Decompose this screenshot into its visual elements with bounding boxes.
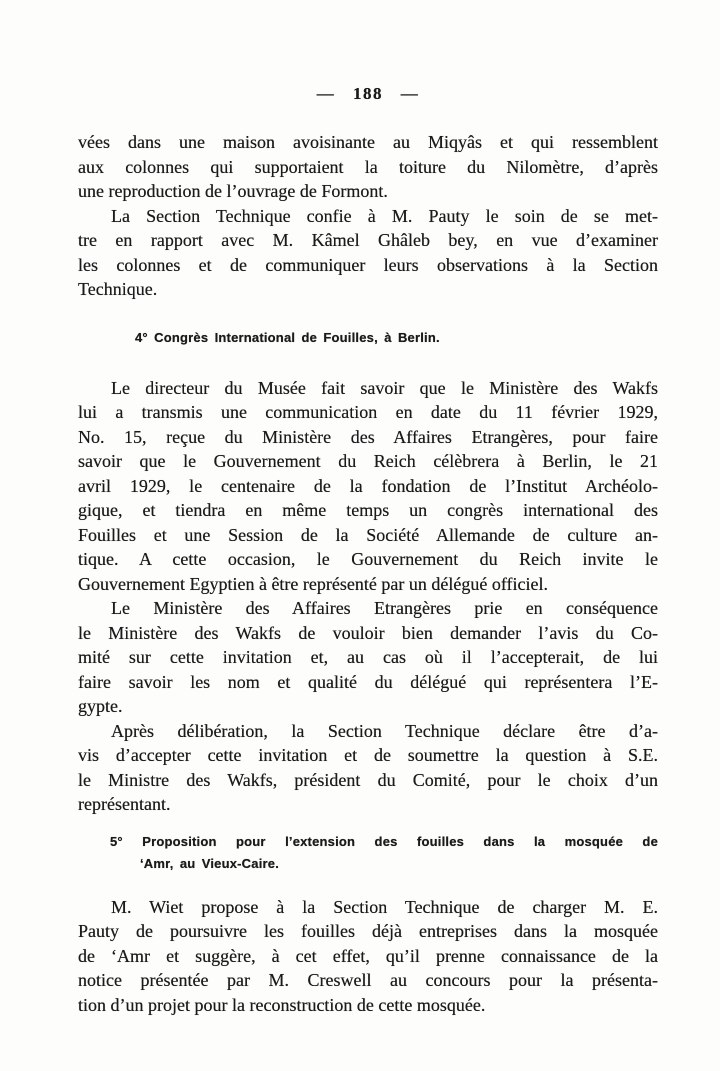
text-line: vées dans une maison avoisinante au Miqyâs et qui ressemblent — [78, 132, 658, 152]
text-line: tion d’un projet pour la reconstruction de cette mosquée. — [78, 994, 486, 1015]
text-line: représentant. — [78, 794, 171, 814]
text-line: Fouilles et une Session de la Société Allemande de culture an- — [78, 524, 658, 545]
text-line: le Ministre des Wakfs, président du Comité, pour le choix d’un — [78, 769, 658, 790]
text-line: No. 15, reçue du Ministère des Affaires Etrangères, pour faire — [78, 426, 658, 447]
text-line: le Ministère des Wakfs de vouloir bien demander l’avis du Co- — [78, 622, 658, 643]
text-line: M. Wiet propose à la Section Technique de charger M. E. — [111, 896, 658, 917]
paragraph — [78, 895, 658, 1018]
text-line: mité sur cette invitation et, au cas où il l’accepterait, de lui — [78, 647, 658, 667]
text-line: Le Ministère des Affaires Etrangères prie en conséquence — [111, 598, 658, 618]
section-heading-4 — [78, 327, 658, 349]
text-line: savoir que le Gouvernement du Reich célèbrera à Berlin, le 21 — [78, 451, 658, 471]
text-line: les colonnes et de communiquer leurs observations à la Section — [78, 254, 658, 275]
text-line: tique. A cette occasion, le Gouvernement du Reich invite le — [78, 549, 658, 569]
text-line: une reproduction de l’ouvrage de Formont. — [78, 181, 388, 201]
text-line: gypte. — [78, 696, 123, 716]
paragraph — [78, 596, 658, 719]
paragraph — [78, 719, 658, 817]
paragraph-continuation — [78, 130, 658, 204]
text-line: La Section Technique confie à M. Pauty le soin de se met- — [111, 205, 658, 226]
text-line: faire savoir les nom et qualité du délégué qui représentera l’E- — [78, 671, 658, 692]
paragraph — [78, 376, 658, 597]
text-line: notice présentée par M. Creswell au concours pour la présenta- — [78, 970, 658, 990]
page-number: — 188 — — [316, 84, 420, 103]
section-heading-5 — [78, 831, 658, 875]
text-line: tre en rapport avec M. Kâmel Ghâleb bey, en vue d’examiner — [78, 230, 658, 250]
text-line: de ‘Amr et suggère, à cet effet, qu’il prenne connaissance de la — [78, 945, 658, 966]
text-line: 4° Congrès International de Fouilles, à Berlin. — [135, 329, 440, 345]
paragraph — [78, 204, 658, 302]
text-line: Gouvernement Egyptien à être représenté par un délégué officiel. — [78, 573, 548, 594]
text-line: ‘Amr, au Vieux-Caire. — [140, 855, 280, 871]
text-line: 5° Proposition pour l’extension des fouilles dans la mosquée de — [110, 833, 658, 849]
text-line: Le directeur du Musée fait savoir que le Ministère des Wakfs — [111, 377, 658, 398]
text-line: lui a transmis une communication en date du 11 février 1929, — [78, 402, 658, 422]
text-line: Technique. — [78, 279, 158, 299]
text-line: vis d’accepter cette invitation et de soumettre la question à S.E. — [78, 745, 658, 765]
text-line: Après délibération, la Section Technique déclare être d’a- — [111, 720, 658, 741]
text-line: Pauty de poursuivre les fouilles déjà entreprises dans la mosquée — [78, 921, 658, 941]
text-line: gique, et tiendra en même temps un congrès international des — [78, 500, 658, 520]
text-line: aux colonnes qui supportaient la toiture du Nilomètre, d’après — [78, 156, 658, 177]
text-line: avril 1929, le centenaire de la fondation de l’Institut Archéolo- — [78, 475, 658, 496]
